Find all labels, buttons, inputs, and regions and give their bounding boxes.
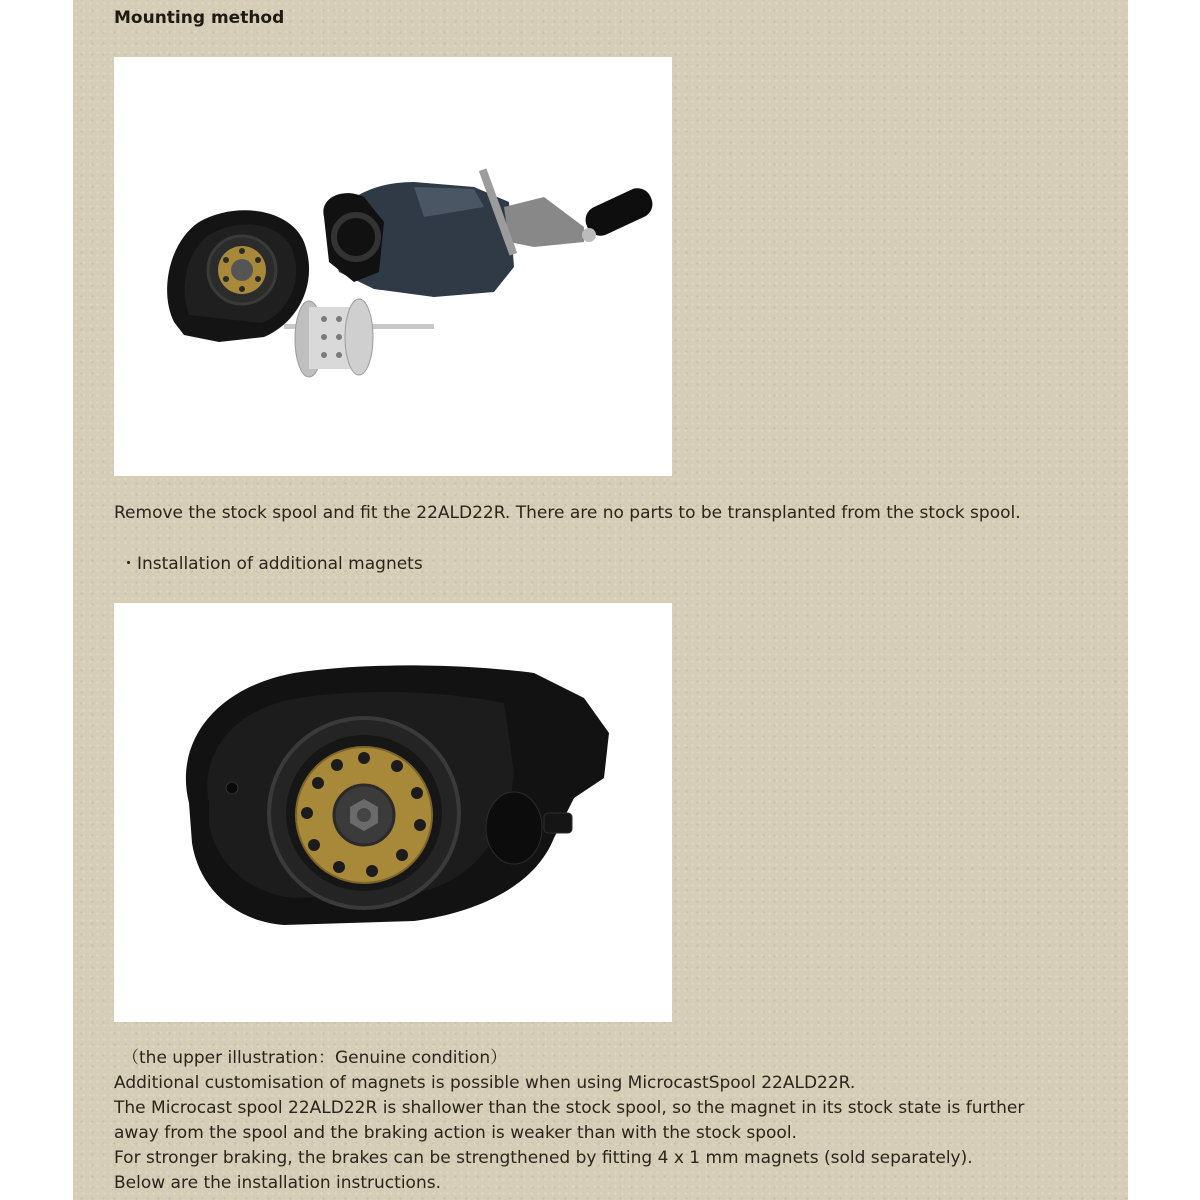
caption-line: （the upper illustration：Genuine condition）: [122, 1048, 508, 1068]
reel-body-shape: [323, 168, 657, 297]
instruction-line: The Microcast spool 22ALD22R is shallower than the stock spool, so the magnet in its stock state is further: [114, 1098, 1025, 1118]
side-plate-shape: [167, 210, 309, 342]
side-plate-magnets-illustration: [114, 603, 672, 1022]
section-heading: Mounting method: [114, 8, 285, 28]
remove-spool-text: Remove the stock spool and fit the 22ALD22R. There are no parts to be transplanted from the stock spool.: [114, 503, 1021, 523]
spool-shape: [284, 299, 434, 377]
instruction-line: Additional customisation of magnets is possible when using MicrocastSpool 22ALD22R.: [114, 1073, 856, 1093]
instruction-line: Below are the installation instructions.: [114, 1173, 441, 1193]
side-plate-closeup-shape: [186, 665, 609, 925]
magnet-instructions: [114, 1046, 1024, 1196]
instruction-line: away from the spool and the braking action is weaker than with the stock spool.: [114, 1123, 797, 1143]
reel-disassembled-illustration: [114, 57, 672, 476]
additional-magnets-bullet: ・Installation of additional magnets: [120, 554, 423, 574]
side-plate-magnets-photo: [114, 603, 672, 1022]
instruction-line: For stronger braking, the brakes can be strengthened by fitting 4 x 1 mm magnets (sold separately).: [114, 1148, 973, 1168]
document-page: [73, 0, 1128, 1200]
reel-disassembled-photo: [114, 57, 672, 476]
